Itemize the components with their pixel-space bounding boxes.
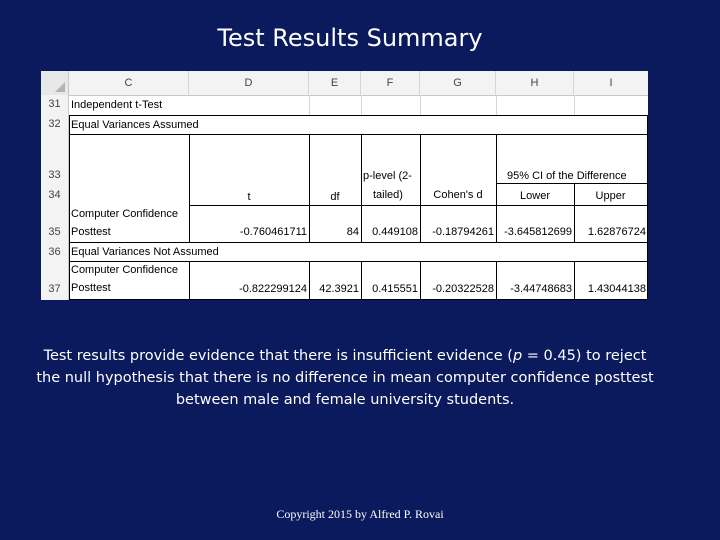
table-border <box>69 242 647 243</box>
table-border <box>69 299 647 300</box>
table-border <box>69 115 647 116</box>
header-cohens-d[interactable]: Cohen's d <box>433 189 483 201</box>
row-number-37[interactable]: 37 <box>48 283 61 295</box>
caption-text-end: = 0.45) to reject the null hypothesis that there is no difference in mean computer confidence posttest between male and female university students. <box>36 348 654 408</box>
cell-c35-label-line2[interactable]: Posttest <box>71 226 111 238</box>
column-header-h[interactable]: H <box>496 71 574 95</box>
table-border <box>69 261 647 262</box>
header-df[interactable]: df <box>330 191 340 203</box>
cell-c36-section[interactable]: Equal Variances Not Assumed <box>71 246 219 258</box>
cell-g37-cohens-d[interactable]: -0.20322528 <box>432 283 494 295</box>
header-t[interactable]: t <box>247 191 251 203</box>
cell-c31-title[interactable]: Independent t-Test <box>71 99 163 111</box>
header-upper[interactable]: Upper <box>595 190 626 202</box>
row-number-35[interactable]: 35 <box>48 226 61 238</box>
row-number-36[interactable]: 36 <box>48 246 61 258</box>
cell-d35-t[interactable]: -0.760461711 <box>239 226 307 238</box>
column-header-e[interactable]: E <box>309 71 361 95</box>
cell-f35-p[interactable]: 0.449108 <box>372 226 418 238</box>
select-all-corner[interactable] <box>41 71 69 95</box>
table-border <box>69 115 70 300</box>
gridline <box>420 95 421 115</box>
row-number-33[interactable]: 33 <box>48 169 61 181</box>
select-all-triangle-icon <box>55 82 65 92</box>
column-header-row <box>41 71 648 96</box>
column-header-d[interactable]: D <box>189 71 309 95</box>
table-border <box>189 205 647 206</box>
table-border <box>496 183 647 184</box>
cell-i37-upper[interactable]: 1.43044138 <box>587 283 646 295</box>
cell-f37-p[interactable]: 0.415551 <box>372 283 418 295</box>
table-border <box>69 134 647 135</box>
cell-h35-lower[interactable]: -3.645812699 <box>504 226 572 238</box>
cell-h37-lower[interactable]: -3.44748683 <box>510 283 572 295</box>
gridline <box>574 95 575 115</box>
cell-d37-t[interactable]: -0.822299124 <box>239 283 307 295</box>
results-caption <box>30 345 660 411</box>
column-header-i[interactable]: I <box>609 77 613 89</box>
header-ci[interactable]: 95% CI of the Difference <box>507 170 627 182</box>
header-p-level-line2[interactable]: tailed) <box>373 189 403 201</box>
cell-c32-section[interactable]: Equal Variances Assumed <box>71 119 199 131</box>
column-header-c[interactable]: C <box>69 71 189 95</box>
cell-c35-label-line1[interactable]: Computer Confidence <box>71 208 179 220</box>
cell-e35-df[interactable]: 84 <box>346 226 359 238</box>
table-border <box>647 115 648 300</box>
cell-i35-upper[interactable]: 1.62876724 <box>587 226 646 238</box>
copyright-notice: Copyright 2015 by Alfred P. Rovai <box>276 507 444 521</box>
gridline <box>309 95 310 115</box>
gridline <box>361 95 362 115</box>
slide-title: Test Results Summary <box>217 24 483 52</box>
gridline <box>496 95 497 115</box>
header-p-level-line1[interactable]: p-level (2- <box>363 170 412 182</box>
row-number-34[interactable]: 34 <box>48 189 61 201</box>
cell-c37-label-line1[interactable]: Computer Confidence <box>71 264 179 276</box>
column-header-g[interactable]: G <box>420 71 496 95</box>
caption-p-symbol: p <box>512 348 523 364</box>
cell-g35-cohens-d[interactable]: -0.18794261 <box>432 226 494 238</box>
row-number-32[interactable]: 32 <box>48 118 61 130</box>
caption-text-start: Test results provide evidence that there is insufficient evidence ( <box>43 348 513 364</box>
row-number-31[interactable]: 31 <box>48 98 61 110</box>
column-header-f[interactable]: F <box>361 71 420 95</box>
cell-e37-df[interactable]: 42.3921 <box>319 283 359 295</box>
spreadsheet-screenshot <box>41 71 648 300</box>
cell-c37-label-line2[interactable]: Posttest <box>71 282 111 294</box>
header-lower[interactable]: Lower <box>520 190 550 202</box>
